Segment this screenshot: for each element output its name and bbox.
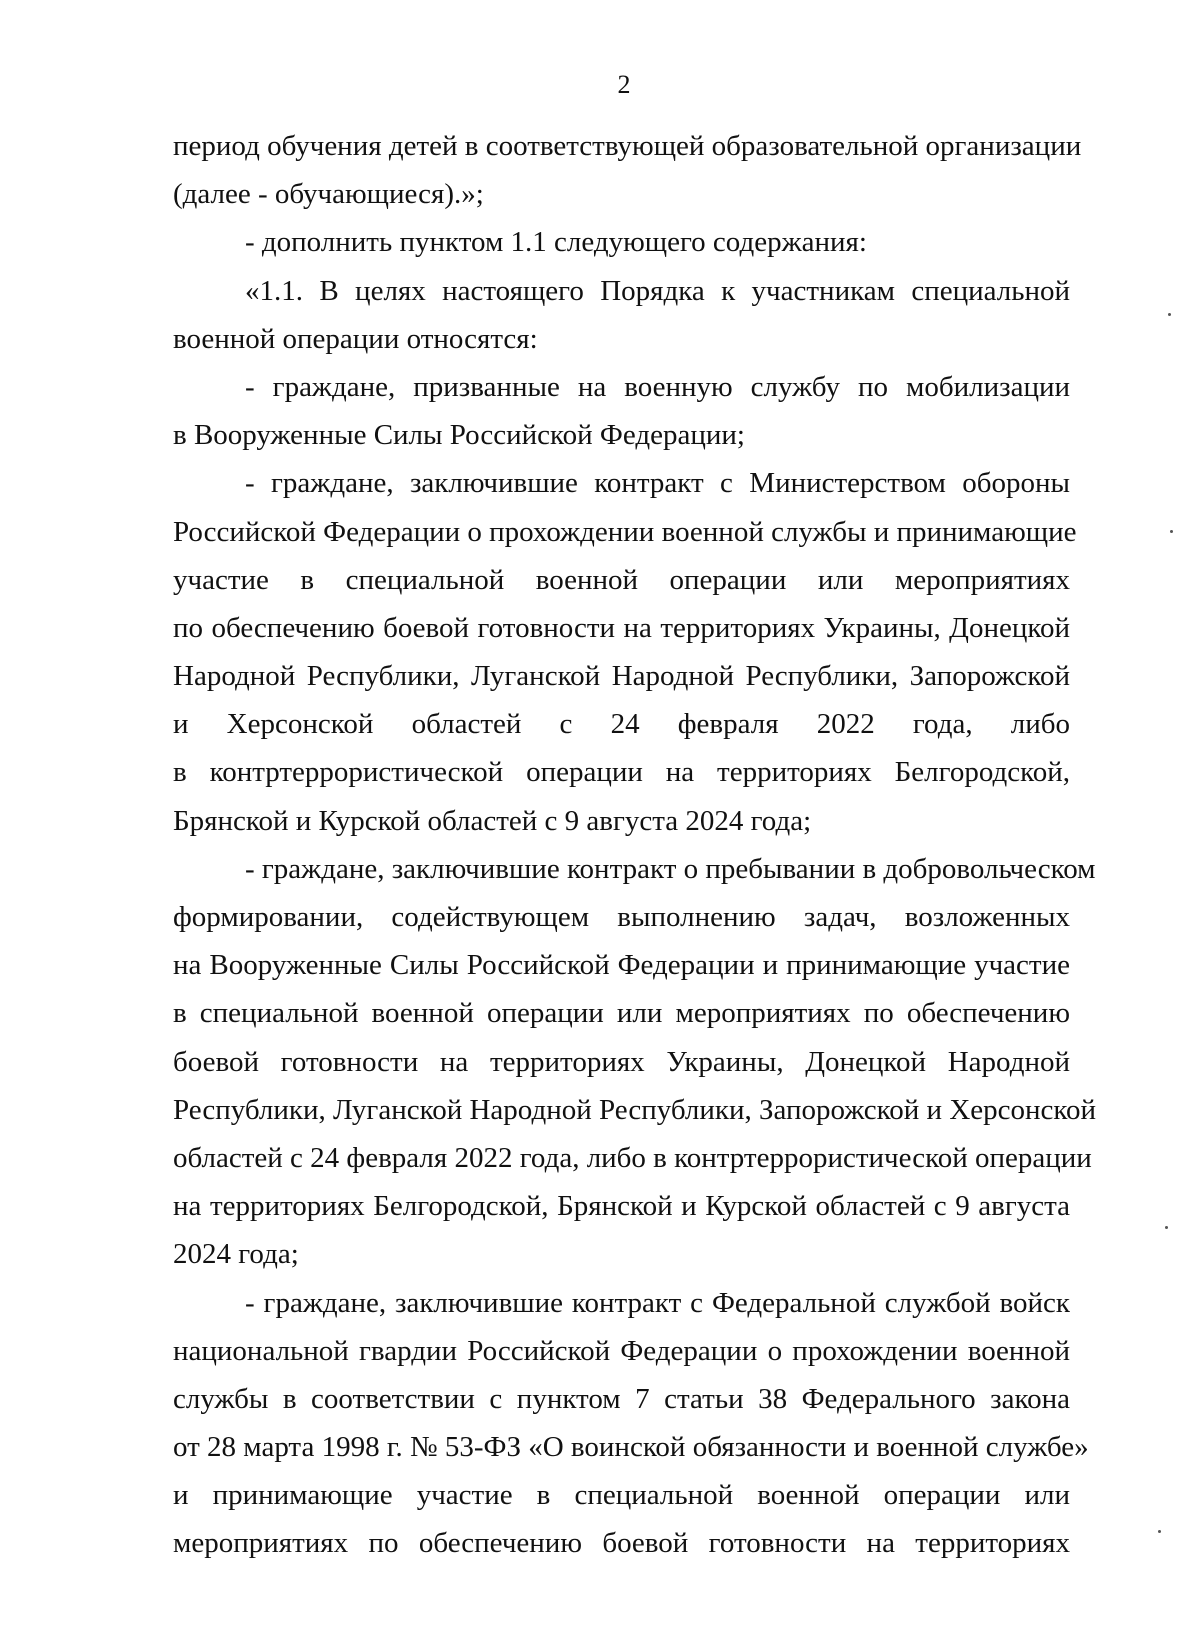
text-line: формировании, содействующем выполнению задач, возложенных: [173, 901, 1070, 933]
text-line: службы в соответствии с пунктом 7 статьи 38 Федерального закона: [173, 1382, 1070, 1415]
paragraph: [173, 845, 1097, 1279]
text-line: по обеспечению боевой готовности на территориях Украины, Донецкой: [173, 611, 1070, 644]
text-line: - граждане, заключившие контракт с Федеральной службой войск: [245, 1286, 1070, 1319]
text-line: период обучения детей в соответствующей образовательной организации: [173, 130, 1082, 162]
text-line: и принимающие участие в специальной военной операции или: [173, 1479, 1070, 1512]
text-line: - граждане, заключившие контракт с Министерством обороны: [245, 467, 1070, 500]
text-line: Народной Республики, Луганской Народной Республики, Запорожской: [173, 660, 1070, 693]
paragraph: [173, 459, 1077, 845]
text-line: (далее - обучающиеся).»;: [173, 178, 484, 211]
paragraph: [173, 122, 1082, 218]
paragraph: [173, 1279, 1089, 1568]
text-line: - дополнить пунктом 1.1 следующего содержания:: [245, 226, 867, 259]
text-line: на Вооруженные Силы Российской Федерации и принимающие участие: [173, 949, 1070, 982]
text-line: на территориях Белгородской, Брянской и Курской областей с 9 августа: [173, 1190, 1070, 1223]
text-line: - граждане, призванные на военную службу по мобилизации: [245, 370, 1070, 403]
text-line: участие в специальной военной операции или мероприятиях: [173, 563, 1070, 596]
text-line: в Вооруженные Силы Российской Федерации;: [173, 419, 745, 452]
text-line: Республики, Луганской Народной Республики, Запорожской и Херсонской: [173, 1093, 1097, 1126]
page-number: 2: [617, 70, 631, 99]
text-line: Брянской и Курской областей с 9 августа 2024 года;: [173, 804, 812, 837]
scan-speck: [1158, 1530, 1161, 1533]
text-line: от 28 марта 1998 г. № 53-ФЗ «О воинской обязанности и военной службе»: [173, 1431, 1089, 1464]
document-body: [173, 122, 1097, 1568]
text-line: областей с 24 февраля 2022 года, либо в контртеррористической операции: [173, 1141, 1092, 1174]
text-line: - граждане, заключившие контракт о пребывании в добровольческом: [245, 852, 1096, 885]
paragraph: [173, 267, 1070, 363]
text-line: «1.1. В целях настоящего Порядка к участникам специальной: [245, 274, 1070, 307]
text-line: Российской Федерации о прохождении военной службы и принимающие: [173, 515, 1077, 548]
text-line: в специальной военной операции или мероприятиях по обеспечению: [173, 997, 1070, 1030]
scan-speck: [1170, 530, 1173, 533]
paragraph: [173, 218, 1070, 266]
text-line: мероприятиях по обеспечению боевой готовности на территориях: [173, 1527, 1070, 1560]
text-line: и Херсонской областей с 24 февраля 2022 года, либо: [173, 708, 1070, 741]
text-line: военной операции относятся:: [173, 322, 538, 355]
text-line: национальной гвардии Российской Федерации о прохождении военной: [173, 1334, 1070, 1367]
paragraph: [173, 363, 1070, 459]
text-line: 2024 года;: [173, 1238, 299, 1271]
text-line: боевой готовности на территориях Украины, Донецкой Народной: [173, 1045, 1070, 1078]
text-line: в контртеррористической операции на территориях Белгородской,: [173, 756, 1070, 789]
scan-speck: [1168, 313, 1171, 316]
scan-speck: [1165, 1226, 1168, 1229]
